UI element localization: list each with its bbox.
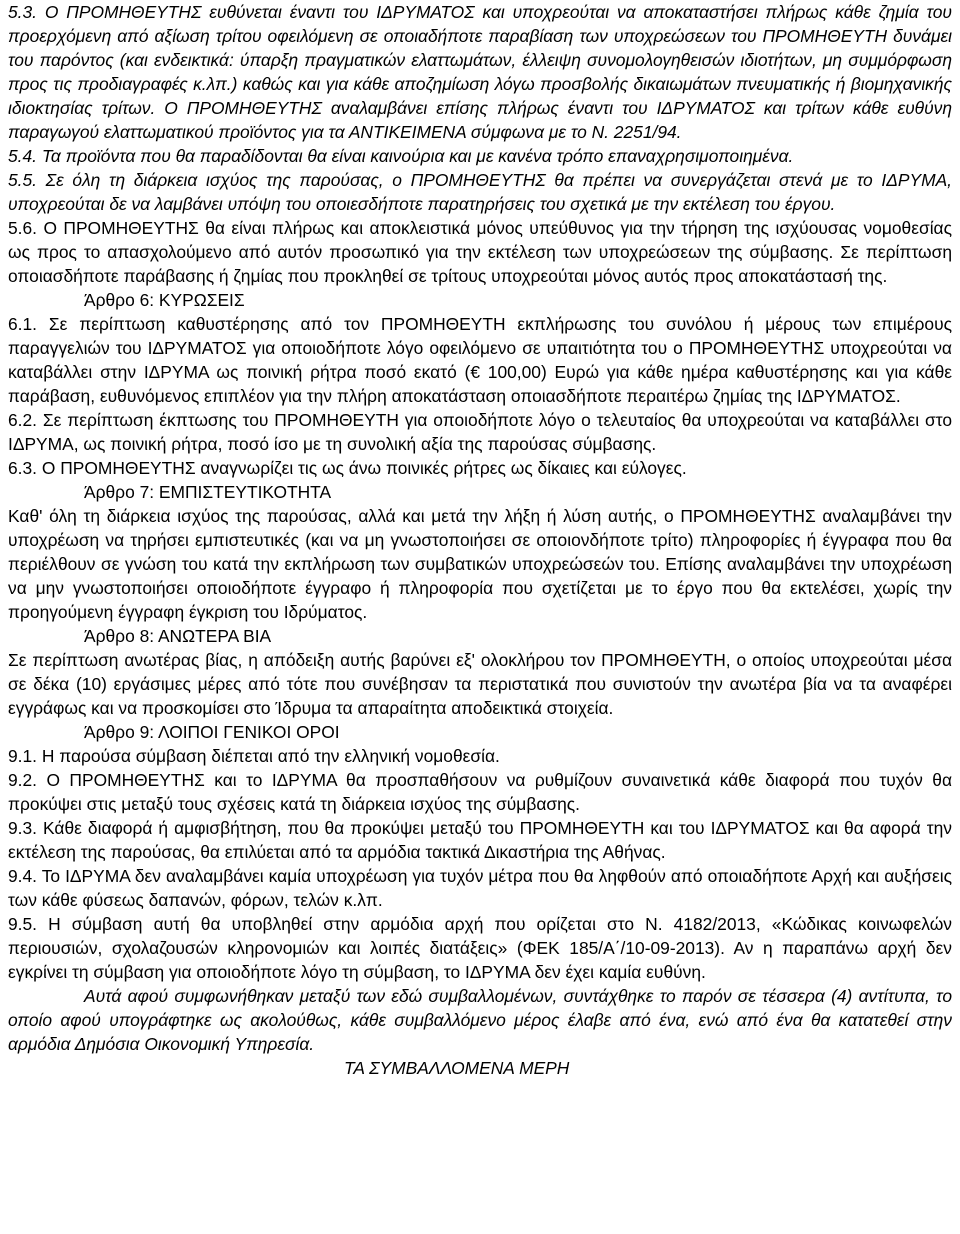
paragraph-5-4: 5.4. Τα προϊόντα που θα παραδίδονται θα είναι καινούρια και με κανένα τρόπο επαναχρησιμοποιημένα. [8, 146, 794, 166]
closing-paragraph: Αυτά αφού συμφωνήθηκαν μεταξύ των εδώ συμβαλλομένων, συντάχθηκε το παρόν σε τέσσερα (4) αντίτυπα, το οποίο αφού υπογράφτηκε ως ακολούθως, κάθε συμβαλλόμενο μέρος έλαβε από ένα, ενώ από ένα θα κατατεθεί στην αρμόδια Δημόσια Οικονομική Υπηρεσία. [8, 986, 952, 1054]
paragraph-8: Σε περίπτωση ανωτέρας βίας, η απόδειξη αυτής βαρύνει εξ' ολοκλήρου τον ΠΡΟΜΗΘΕΥΤΗ, ο οποίος υποχρεούται μέσα σε δέκα (10) εργάσιμες μέρες από τότε που συνέβησαν τα περιστατικά που συνιστούν την ανωτέρα βία να τα αναφέρει εγγράφως και να προσκομίσει στο Ίδρυμα τα απαραίτητα αποδεικτικά στοιχεία. [8, 650, 952, 718]
heading-article-8: Άρθρο 8: ΑΝΩΤΕΡΑ ΒΙΑ [84, 626, 272, 646]
paragraph-9-5: 9.5. Η σύμβαση αυτή θα υποβληθεί στην αρμόδια αρχή που ορίζεται στο Ν. 4182/2013, «Κώδικας κοινωφελών περιουσιών, σχολαζουσών κληρονομιών και λοιπές διατάξεις» (ΦΕΚ 185/Α΄/10-09-2013). Αν η παραπάνω αρχή δεν εγκρίνει τη σύμβαση για οποιοδήποτε λόγο τη σύμβαση, το ΙΔΡΥΜΑ δεν έχει καμία ευθύνη. [8, 914, 952, 982]
paragraph-6-3: 6.3. Ο ΠΡΟΜΗΘΕΥΤΗΣ αναγνωρίζει τις ως άνω ποινικές ρήτρες ως δίκαιες και εύλογες. [8, 458, 687, 478]
paragraph-5-5: 5.5. Σε όλη τη διάρκεια ισχύος της παρούσας, ο ΠΡΟΜΗΘΕΥΤΗΣ θα πρέπει να συνεργάζεται στενά με το ΙΔΡΥΜΑ, υποχρεούται δε να λαμβάνει υπόψη του οποιεσδήποτε παρατηρήσεις του σχετικά με την εκτέλεση του έργου. [8, 170, 952, 214]
paragraph-9-4: 9.4. Το ΙΔΡΥΜΑ δεν αναλαμβάνει καμία υποχρέωση για τυχόν μέτρα που θα ληφθούν από οποιαδήποτε Αρχή και αυξήσεις των κάθε φύσεως δαπανών, φόρων, τελών κ.λπ. [8, 866, 952, 910]
paragraph-5-3: 5.3. Ο ΠΡΟΜΗΘΕΥΤΗΣ ευθύνεται έναντι του ΙΔΡΥΜΑΤΟΣ και υποχρεούται να αποκαταστήσει πλήρως κάθε ζημία του προερχόμενη από αξίωση τρίτου οφειλόμενη σε οποιαδήποτε παραβίαση των υποχρεώσεων του ΠΡΟΜΗΘΕΥΤΗ δυνάμει του παρόντος (και ενδεικτικά: ύπαρξη πραγματικών ελαττωμάτων, έλλειψη συνομολογηθεισών ιδιοτήτων, μη συμμόρφωση προς τις προδιαγραφές κ.λπ.) καθώς και για κάθε αποζημίωση λόγω προσβολής δικαιωμάτων πνευματικής ή βιομηχανικής ιδιοκτησίας τρίτων. Ο ΠΡΟΜΗΘΕΥΤΗΣ αναλαμβάνει επίσης πλήρως έναντι του ΙΔΡΥΜΑΤΟΣ και τρίτων κάθε ευθύνη παραγωγού ελαττωματικού προϊόντος για τα ΑΝΤΙΚΕΙΜΕΝΑ σύμφωνα με το Ν. 2251/94. [8, 2, 952, 142]
signatures-heading: ΤΑ ΣΥΜΒΑΛΛΟΜΕΝΑ ΜΕΡΗ [344, 1058, 570, 1078]
paragraph-7: Καθ' όλη τη διάρκεια ισχύος της παρούσας, αλλά και μετά την λήξη ή λύση αυτής, ο ΠΡΟΜΗΘΕΥΤΗΣ αναλαμβάνει την υποχρέωση να τηρήσει εμπιστευτικές (και να μη γνωστοποιήσει σε οποιονδήποτε τρίτο) πληροφορίες ή έγγραφα που θα περιέλθουν σε γνώση του κατά την εκπλήρωση των συμβατικών υποχρεώσεών του. Επίσης αναλαμβάνει την υποχρέωση να μην γνωστοποιήσει οποιοδήποτε έγγραφο ή πληροφορία που σχετίζεται με το έργο που θα εκτελέσει, χωρίς την προηγούμενη έγγραφη έγκριση του Ιδρύματος. [8, 506, 952, 622]
heading-article-7: Άρθρο 7: ΕΜΠΙΣΤΕΥΤΙΚΟΤΗΤΑ [84, 482, 332, 502]
heading-article-6: Άρθρο 6: ΚΥΡΩΣΕΙΣ [84, 290, 245, 310]
paragraph-6-2: 6.2. Σε περίπτωση έκπτωσης του ΠΡΟΜΗΘΕΥΤΗ για οποιοδήποτε λόγο ο τελευταίος θα υποχρεούται να καταβάλλει στο ΙΔΡΥΜΑ, ως ποινική ρήτρα, ποσό ίσο με τη συνολική αξία της παρούσας σύμβασης. [8, 410, 952, 454]
paragraph-9-1: 9.1. Η παρούσα σύμβαση διέπεται από την ελληνική νομοθεσία. [8, 746, 500, 766]
paragraph-6-1: 6.1. Σε περίπτωση καθυστέρησης από τον ΠΡΟΜΗΘΕΥΤΗ εκπλήρωσης του συνόλου ή μέρους των επιμέρους παραγγελιών του ΙΔΡΥΜΑΤΟΣ για οποιοδήποτε λόγο οφειλόμενο σε υπαιτιότητα του ο ΠΡΟΜΗΘΕΥΤΗΣ υποχρεούται να καταβάλλει στην ΙΔΡΥΜΑ ως ποινική ρήτρα ποσό εκατό (€ 100,00) Ευρώ για κάθε ημέρα καθυστέρησης και για κάθε παράβαση, ευθυνόμενος επιπλέον για την πλήρη αποκατάσταση οποιασδήποτε περαιτέρω ζημίας της ΙΔΡΥΜΑΤΟΣ. [8, 314, 952, 406]
paragraph-9-3: 9.3. Κάθε διαφορά ή αμφισβήτηση, που θα προκύψει μεταξύ του ΠΡΟΜΗΘΕΥΤΗ και του ΙΔΡΥΜΑΤΟΣ και θα αφορά την εκτέλεση της παρούσας, θα επιλύεται από τα αρμόδια τακτικά Δικαστήρια της Αθήνας. [8, 818, 952, 862]
heading-article-9: Άρθρο 9: ΛΟΙΠΟΙ ΓΕΝΙΚΟΙ ΟΡΟΙ [84, 722, 340, 742]
paragraph-9-2: 9.2. Ο ΠΡΟΜΗΘΕΥΤΗΣ και το ΙΔΡΥΜΑ θα προσπαθήσουν να ρυθμίζουν συναινετικά κάθε διαφορά που τυχόν θα προκύψει στις μεταξύ τους σχέσεις κατά τη διάρκεια ισχύος της σύμβασης. [8, 770, 952, 814]
paragraph-5-6: 5.6. Ο ΠΡΟΜΗΘΕΥΤΗΣ θα είναι πλήρως και αποκλειστικά μόνος υπεύθυνος για την τήρηση της ισχύουσας νομοθεσίας ως προς το απασχολούμενο από αυτόν προσωπικό για την εκτέλεση των υποχρεώσεων της σύμβασης. Σε περίπτωση οποιασδήποτε παράβασης ή ζημίας που προκληθεί σε τρίτους υποχρεούται μόνος αυτός προς αποκατάστασή της. [8, 218, 952, 286]
